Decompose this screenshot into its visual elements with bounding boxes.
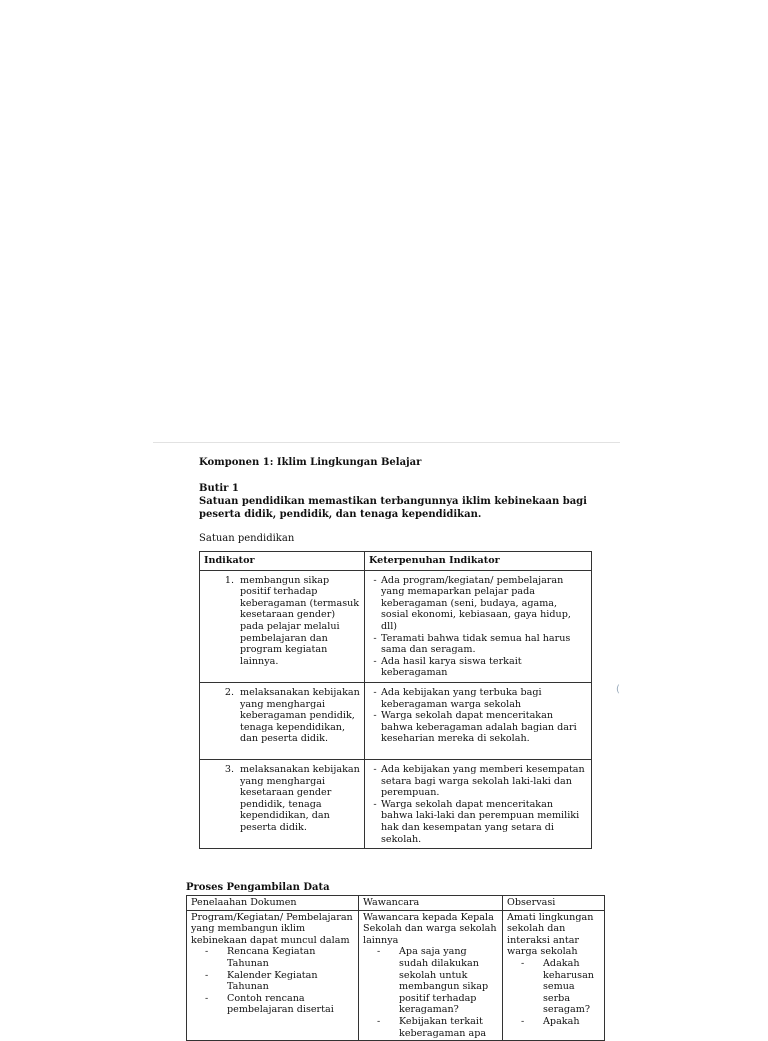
indicator-cell xyxy=(200,682,365,759)
header-fulfillment: Keterpenuhan Indikator xyxy=(365,552,592,571)
list-item: - Adakah keharusan semua serba seragam? xyxy=(521,957,594,1016)
table-row xyxy=(200,759,592,848)
indicator-cell xyxy=(200,759,365,848)
indicator-text: melaksanakan kebijakan yang menghargai keberagaman pendidik, tenaga kependidikan, dan peserta didik. xyxy=(240,686,360,745)
header-document-review: Penelaahan Dokumen xyxy=(187,896,359,911)
indicator-cell xyxy=(200,570,365,682)
list-item: - Ada program/kegiatan/ pembelajaran yang memaparkan pelajar pada keberagaman (seni, budaya, agama, sosial ekonomi, kebiasaan, gaya hidup, dll) xyxy=(373,574,571,632)
data-process-table xyxy=(186,895,605,1041)
document-page xyxy=(199,456,599,545)
fulfillment-cell xyxy=(365,759,592,848)
indicator-table xyxy=(199,551,592,849)
fulfillment-cell xyxy=(365,682,592,759)
list-item: - Ada kebijakan yang memberi kesempatan setara bagi warga sekolah laki-laki dan perempuan. xyxy=(373,763,585,799)
list-item: - Kebijakan terkait keberagaman apa xyxy=(377,1015,487,1039)
table-row xyxy=(200,570,592,682)
header-observation: Observasi xyxy=(503,896,605,911)
header-interview: Wawancara xyxy=(359,896,503,911)
data-process-title: Proses Pengambilan Data xyxy=(186,882,330,893)
list-item: - Contoh rencana pembelajaran disertai xyxy=(205,992,334,1016)
list-item: - Apakah xyxy=(521,1015,580,1027)
page-divider xyxy=(153,442,620,443)
edge-mark: ( xyxy=(616,684,620,695)
list-item: - Kalender Kegiatan Tahunan xyxy=(205,969,318,993)
list-item: - Apa saja yang sudah dilakukan sekolah untuk membangun sikap positif terhadap keragaman? xyxy=(377,946,489,1016)
document-review-intro: Program/Kegiatan/ Pembelajaran yang membangun iklim kebinekaan dapat muncul dalam xyxy=(191,911,353,946)
butir-title: Butir 1 xyxy=(199,483,239,494)
observation-cell xyxy=(503,910,605,1041)
observation-intro: Amati lingkungan sekolah dan interaksi antar warga sekolah xyxy=(507,911,594,958)
butir-statement: Satuan pendidikan memastikan terbangunnya iklim kebinekaan bagi peserta didik, pendidik, dan tenaga kependidikan. xyxy=(199,496,587,520)
list-item: - Teramati bahwa tidak semua hal harus sama dan seragam. xyxy=(373,632,571,656)
list-item: - Warga sekolah dapat menceritakan bahwa keberagaman adalah bagian dari keseharian mereka di sekolah. xyxy=(373,710,577,745)
table-row xyxy=(200,682,592,759)
indicator-number: 1. xyxy=(224,574,234,586)
document-review-cell xyxy=(187,910,359,1041)
indicator-text: membangun sikap positif terhadap keberagaman (termasuk kesetaraan gender) pada pelajar melalui pembelajaran dan program kegiatan lainnya. xyxy=(240,574,360,667)
table-header-row xyxy=(200,552,592,571)
component-title: Komponen 1: Iklim Lingkungan Belajar xyxy=(199,457,422,468)
indicator-text: melaksanakan kebijakan yang menghargai kesetaraan gender pendidik, tenaga kependidikan, dan peserta didik. xyxy=(240,763,360,833)
interview-intro: Wawancara kepada Kepala Sekolah dan warga sekolah lainnya xyxy=(363,911,497,946)
list-item: - Warga sekolah dapat menceritakan bahwa laki-laki dan perempuan memiliki hak dan kesempatan yang setara di sekolah. xyxy=(373,798,580,845)
list-item: - Rencana Kegiatan Tahunan xyxy=(205,946,316,969)
subject-label: Satuan pendidikan xyxy=(199,533,295,544)
indicator-number: 2. xyxy=(224,686,234,698)
list-item: - Ada kebijakan yang terbuka bagi keberagaman warga sekolah xyxy=(373,686,542,710)
interview-cell xyxy=(359,910,503,1041)
indicator-number: 3. xyxy=(224,763,234,775)
header-indicator: Indikator xyxy=(200,552,365,571)
table-row xyxy=(187,910,605,1041)
fulfillment-cell xyxy=(365,570,592,682)
list-item: - Ada hasil karya siswa terkait keberagaman xyxy=(373,655,522,679)
table-header-row xyxy=(187,896,605,911)
